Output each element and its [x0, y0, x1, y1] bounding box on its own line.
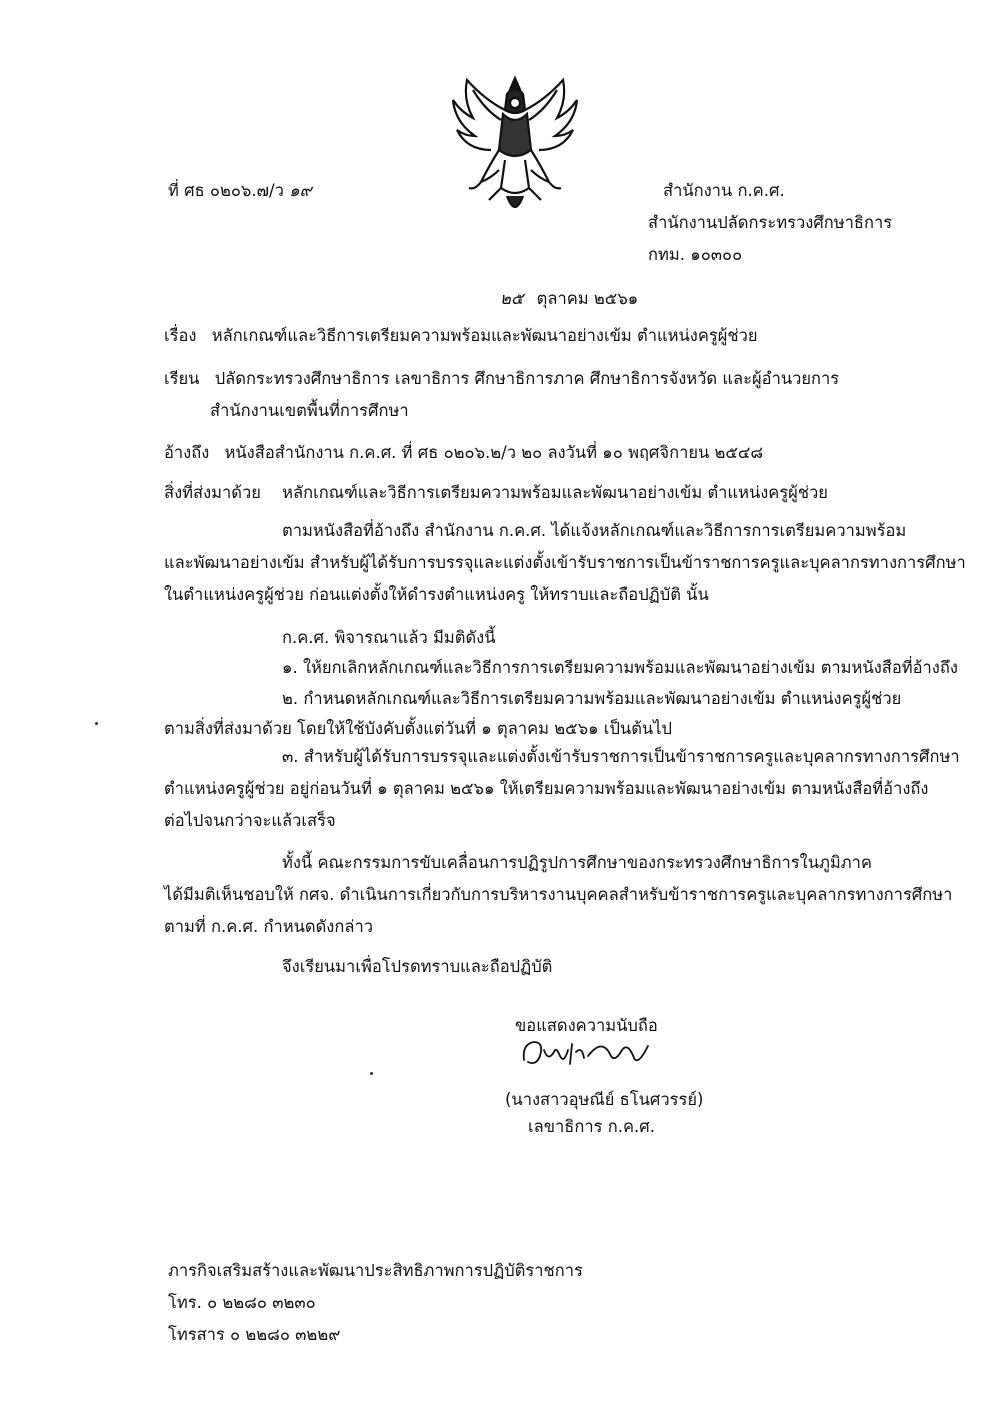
reference-number-label: ที่ ศธ ๐๒๐๖.๗/ว [168, 181, 284, 200]
closing-sentence: จึงเรียนมาเพื่อโปรดทราบและถือปฏิบัติ [282, 957, 553, 976]
office-line-1: สำนักงาน ก.ค.ศ. [663, 181, 785, 200]
reference-text: หนังสือสำนักงาน ก.ค.ศ. ที่ ศธ ๐๒๐๖.๒/ว ๒๐ ลงวันที่ ๑๐ พฤศจิกายน ๒๕๔๘ [224, 443, 764, 462]
item-3-line-3: ต่อไปจนกว่าจะแล้วเสร็จ [164, 811, 336, 830]
scan-speck [95, 722, 98, 725]
addressee-text: ปลัดกระทรวงศึกษาธิการ เลขาธิการ ศึกษาธิการภาค ศึกษาธิการจังหวัด และผู้อำนวยการ [214, 369, 840, 388]
addressee-line-2: สำนักงานเขตพื้นที่การศึกษา [210, 401, 409, 420]
subject-label: เรื่อง [164, 326, 197, 345]
footer-phone: โทร. ๐ ๒๒๘๐ ๓๒๓๐ [168, 1293, 316, 1312]
subject-line [164, 323, 758, 349]
paragraph-3-line-2: ได้มีมติเห็นชอบให้ กศจ. ดำเนินการเกี่ยวกับการบริหารงานบุคคลสำหรับข้าราชการครูและบุคลากรทางการศึกษา [164, 885, 953, 904]
item-2-line-1: ๒. กำหนดหลักเกณฑ์และวิธีการเตรียมความพร้อมและพัฒนาอย่างเข้ม ตำแหน่งครูผู้ช่วย [282, 689, 902, 708]
reference-line [164, 440, 763, 466]
reference-label: อ้างถึง [164, 443, 210, 462]
addressee-label: เรียน [164, 369, 200, 388]
letter-date [500, 286, 638, 312]
office-line-3: กทม. ๑๐๓๐๐ [648, 245, 743, 264]
paragraph-1-line-3: ในตำแหน่งครูผู้ช่วย ก่อนแต่งตั้งให้ดำรงตำแหน่งครู ให้ทราบและถือปฏิบัติ นั้น [164, 585, 709, 604]
enclosure-label: สิ่งที่ส่งมาด้วย [164, 483, 261, 502]
date-day-handwritten: ๒๕ [500, 289, 524, 308]
item-2-line-2: ตามสิ่งที่ส่งมาด้วย โดยให้ใช้บังคับตั้งแต่วันที่ ๑ ตุลาคม ๒๕๖๑ เป็นต้นไป [164, 719, 672, 738]
item-1: ๑. ให้ยกเลิกหลักเกณฑ์และวิธีการการเตรียมความพร้อมและพัฒนาอย่างเข้ม ตามหนังสือที่อ้างถึง [282, 658, 958, 677]
enclosure-text: หลักเกณฑ์และวิธีการเตรียมความพร้อมและพัฒนาอย่างเข้ม ตำแหน่งครูผู้ช่วย [282, 483, 828, 502]
subject-text: หลักเกณฑ์และวิธีการเตรียมความพร้อมและพัฒนาอย่างเข้ม ตำแหน่งครูผู้ช่วย [211, 326, 758, 345]
item-3-line-2: ตำแหน่งครูผู้ช่วย อยู่ก่อนวันที่ ๑ ตุลาคม ๒๕๖๑ ให้เตรียมความพร้อมและพัฒนาอย่างเข้ม ตามหนังสือที่อ้างถึง [164, 779, 929, 798]
paragraph-2: ก.ค.ศ. พิจารณาแล้ว มีมติดังนี้ [282, 628, 496, 647]
footer-department: ภารกิจเสริมสร้างและพัฒนาประสิทธิภาพการปฏิบัติราชการ [168, 1261, 583, 1280]
salutation: ขอแสดงความนับถือ [515, 1016, 658, 1035]
handwritten-signature [518, 1030, 658, 1074]
paragraph-3-line-3: ตามที่ ก.ค.ศ. กำหนดดังกล่าว [164, 917, 373, 936]
item-3-line-1: ๓. สำหรับผู้ได้รับการบรรจุและแต่งตั้งเข้ารับราชการเป็นข้าราชการครูและบุคลากรทางการศึกษา [282, 747, 960, 766]
paragraph-1-line-1: ตามหนังสือที่อ้างถึง สำนักงาน ก.ค.ศ. ได้แจ้งหลักเกณฑ์และวิธีการการเตรียมความพร้อม [282, 521, 907, 540]
garuda-emblem [445, 70, 585, 220]
footer-fax: โทรสาร ๐ ๒๒๘๐ ๓๒๒๙ [168, 1325, 341, 1344]
signatory-title: เลขาธิการ ก.ค.ศ. [528, 1117, 655, 1136]
addressee-line-1 [164, 366, 839, 392]
office-line-2: สำนักงานปลัดกระทรวงศึกษาธิการ [648, 213, 893, 232]
date-month-year: ตุลาคม ๒๕๖๑ [536, 289, 639, 308]
signatory-name: (นางสาวอุษณีย์ ธโนศวรรย์) [505, 1090, 704, 1109]
paragraph-1-line-2: และพัฒนาอย่างเข้ม สำหรับผู้ได้รับการบรรจุและแต่งตั้งเข้ารับราชการเป็นข้าราชการครูและบุคลากรทางการศึกษา [164, 553, 966, 572]
paragraph-3-line-1: ทั้งนี้ คณะกรรมการขับเคลื่อนการปฏิรูปการศึกษาของกระทรวงศึกษาธิการในภูมิภาค [282, 853, 872, 872]
scan-speck [370, 1072, 373, 1075]
enclosure-line [164, 480, 828, 506]
reference-number [168, 178, 312, 204]
reference-number-handwritten: ๑๙ [289, 181, 312, 200]
